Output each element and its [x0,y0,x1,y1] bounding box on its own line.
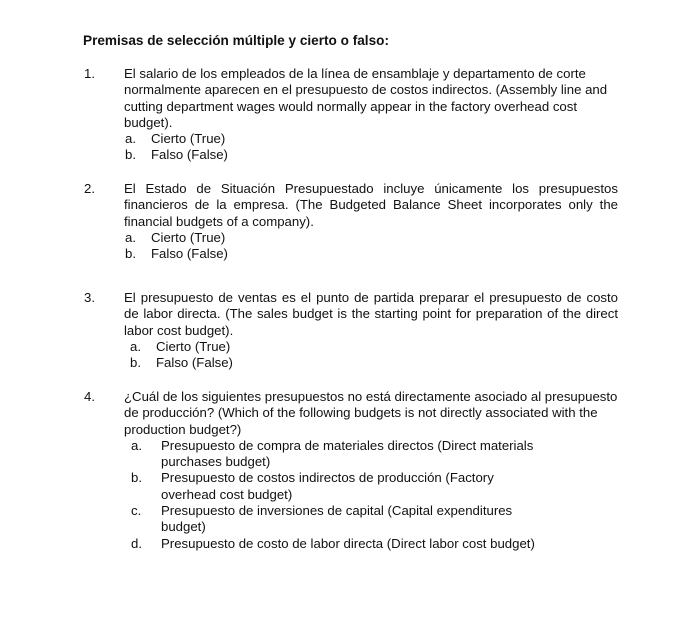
question-text: El Estado de Situación Presupuestado incluye únicamente los presupuestos financieros de la empresa. (The Budgeted Balance Sheet incorporates only the financial budgets of a company). [124,181,618,229]
option-c[interactable] [131,503,618,536]
option-text: Falso (False) [151,246,228,262]
option-a[interactable] [131,438,618,471]
option-text: Cierto (True) [156,338,231,354]
options-list [125,230,618,263]
option-a[interactable] [125,230,618,246]
question-text: ¿Cuál de los siguientes presupuestos no está directamente asociado al presupuesto de producción? (Which of the following budgets is not directly associated with the production budget?) [124,389,618,437]
question-number: 3. [84,290,95,305]
option-b[interactable] [125,147,618,163]
question-number: 1. [84,66,95,81]
option-text: Cierto (True) [151,131,226,147]
option-b[interactable] [131,470,618,503]
question-number: 4. [84,389,95,404]
option-text: Falso (False) [151,147,228,163]
page-title: Premisas de selección múltiple y cierto o falso: [83,33,389,48]
option-text: Presupuesto de costo de labor directa (Direct labor cost budget) [161,535,535,551]
option-text: Cierto (True) [151,229,226,245]
option-letter: a. [131,437,142,453]
option-letter: b. [130,355,141,371]
question-text: El presupuesto de ventas es el punto de partida preparar el presupuesto de costo de labor directa. (The sales budget is the starting point for preparation of the direct labor cost budget). [124,290,618,338]
option-b[interactable] [130,355,618,371]
option-letter: d. [131,535,142,551]
option-b[interactable] [125,246,618,262]
option-text: Falso (False) [156,355,233,371]
question-number: 2. [84,181,95,196]
option-letter: a. [125,229,136,245]
question-body [124,66,618,164]
option-d[interactable] [131,536,618,552]
option-letter: a. [125,131,136,147]
option-letter: a. [130,338,141,354]
option-letter: b. [131,470,142,486]
option-text: Presupuesto de costos indirectos de producción (Factory overhead cost budget) [161,470,494,502]
option-a[interactable] [125,131,618,147]
option-letter: b. [125,246,136,262]
option-letter: c. [131,503,142,519]
question-text: El salario de los empleados de la línea de ensamblaje y departamento de corte normalmente aparecen en el presupuesto de costos indirectos. (Assembly line and cutting department wages would normally appear in the factory overhead cost budget). [124,66,608,130]
option-letter: b. [125,147,136,163]
question-body [124,389,618,552]
option-a[interactable] [130,339,618,355]
options-list [131,438,618,552]
options-list [125,131,618,164]
question-body [124,181,618,262]
options-list [130,339,618,372]
option-text: Presupuesto de inversiones de capital (Capital expenditures budget) [161,503,513,535]
option-text: Presupuesto de compra de materiales directos (Direct materials purchases budget) [161,437,534,470]
question-body [124,290,618,371]
